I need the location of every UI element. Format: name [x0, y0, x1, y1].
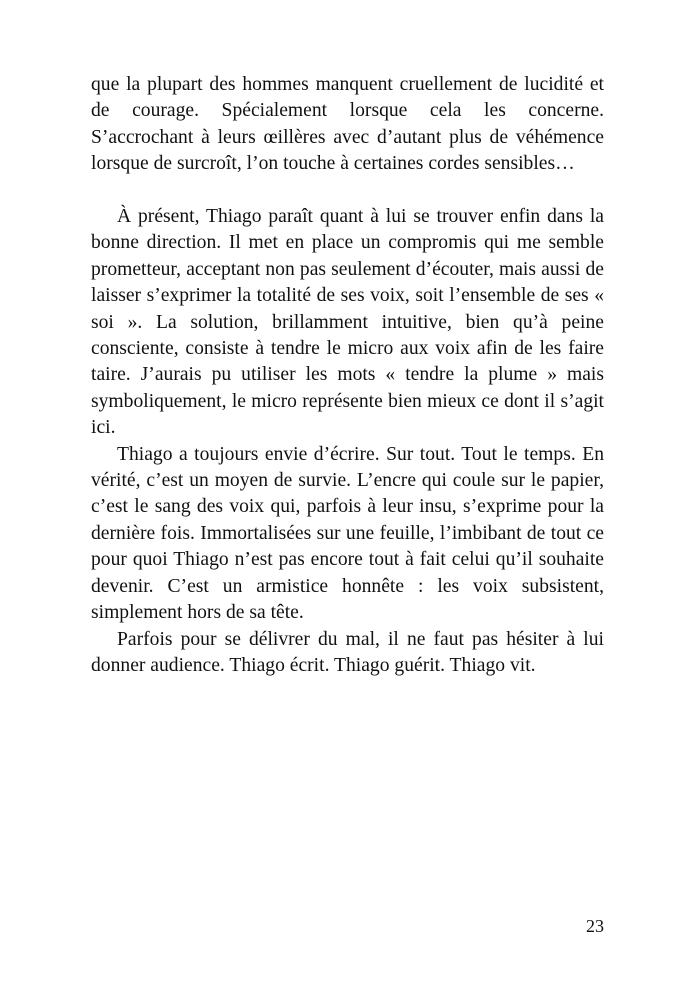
paragraph: Thiago a toujours envie d’écrire. Sur tout. Tout le temps. En vérité, c’est un moyen de survie. L’encre qui coule sur le papier, c’est le sang des voix qui, parfois à leur insu, s’exprime pour la dernière fois. Immortalisées sur une feuille, l’imbibant de tout ce pour quoi Thiago n’est pas encore tout à fait celui qu’il souhaite devenir. C’est un armistice honnête : les voix subsistent, simplement hors de sa tête.: [91, 443, 604, 624]
paragraph: Parfois pour se délivrer du mal, il ne faut pas hésiter à lui donner audience. Thiago écrit. Thiago guérit. Thiago vit.: [91, 628, 604, 676]
paragraph-continuation: que la plupart des hommes manquent cruellement de lucidité et de courage. Spécialement lorsque cela les concerne. S’accrochant à leurs œillères avec d’autant plus de véhémence lorsque de surcroît, l’on touche à certaines cordes sensibles…: [91, 74, 604, 175]
paragraph: À présent, Thiago paraît quant à lui se trouver enfin dans la bonne direction. Il met en place un compromis qui me semble prometteur, acceptant non pas seulement d’écouter, mais aussi de laisser s’exprimer la totalité de ses voix, soit l’ensemble de ses « soi ». La solution, brillamment intuitive, bien qu’à peine consciente, consiste à tendre le micro aux voix afin de les faire taire. J’aurais pu utiliser les mots « tendre la plume » mais symboliquement, le micro représente bien mieux ce dont il s’agit ici.: [91, 206, 604, 439]
page-number: 23: [586, 916, 604, 936]
body-text: [91, 72, 604, 679]
